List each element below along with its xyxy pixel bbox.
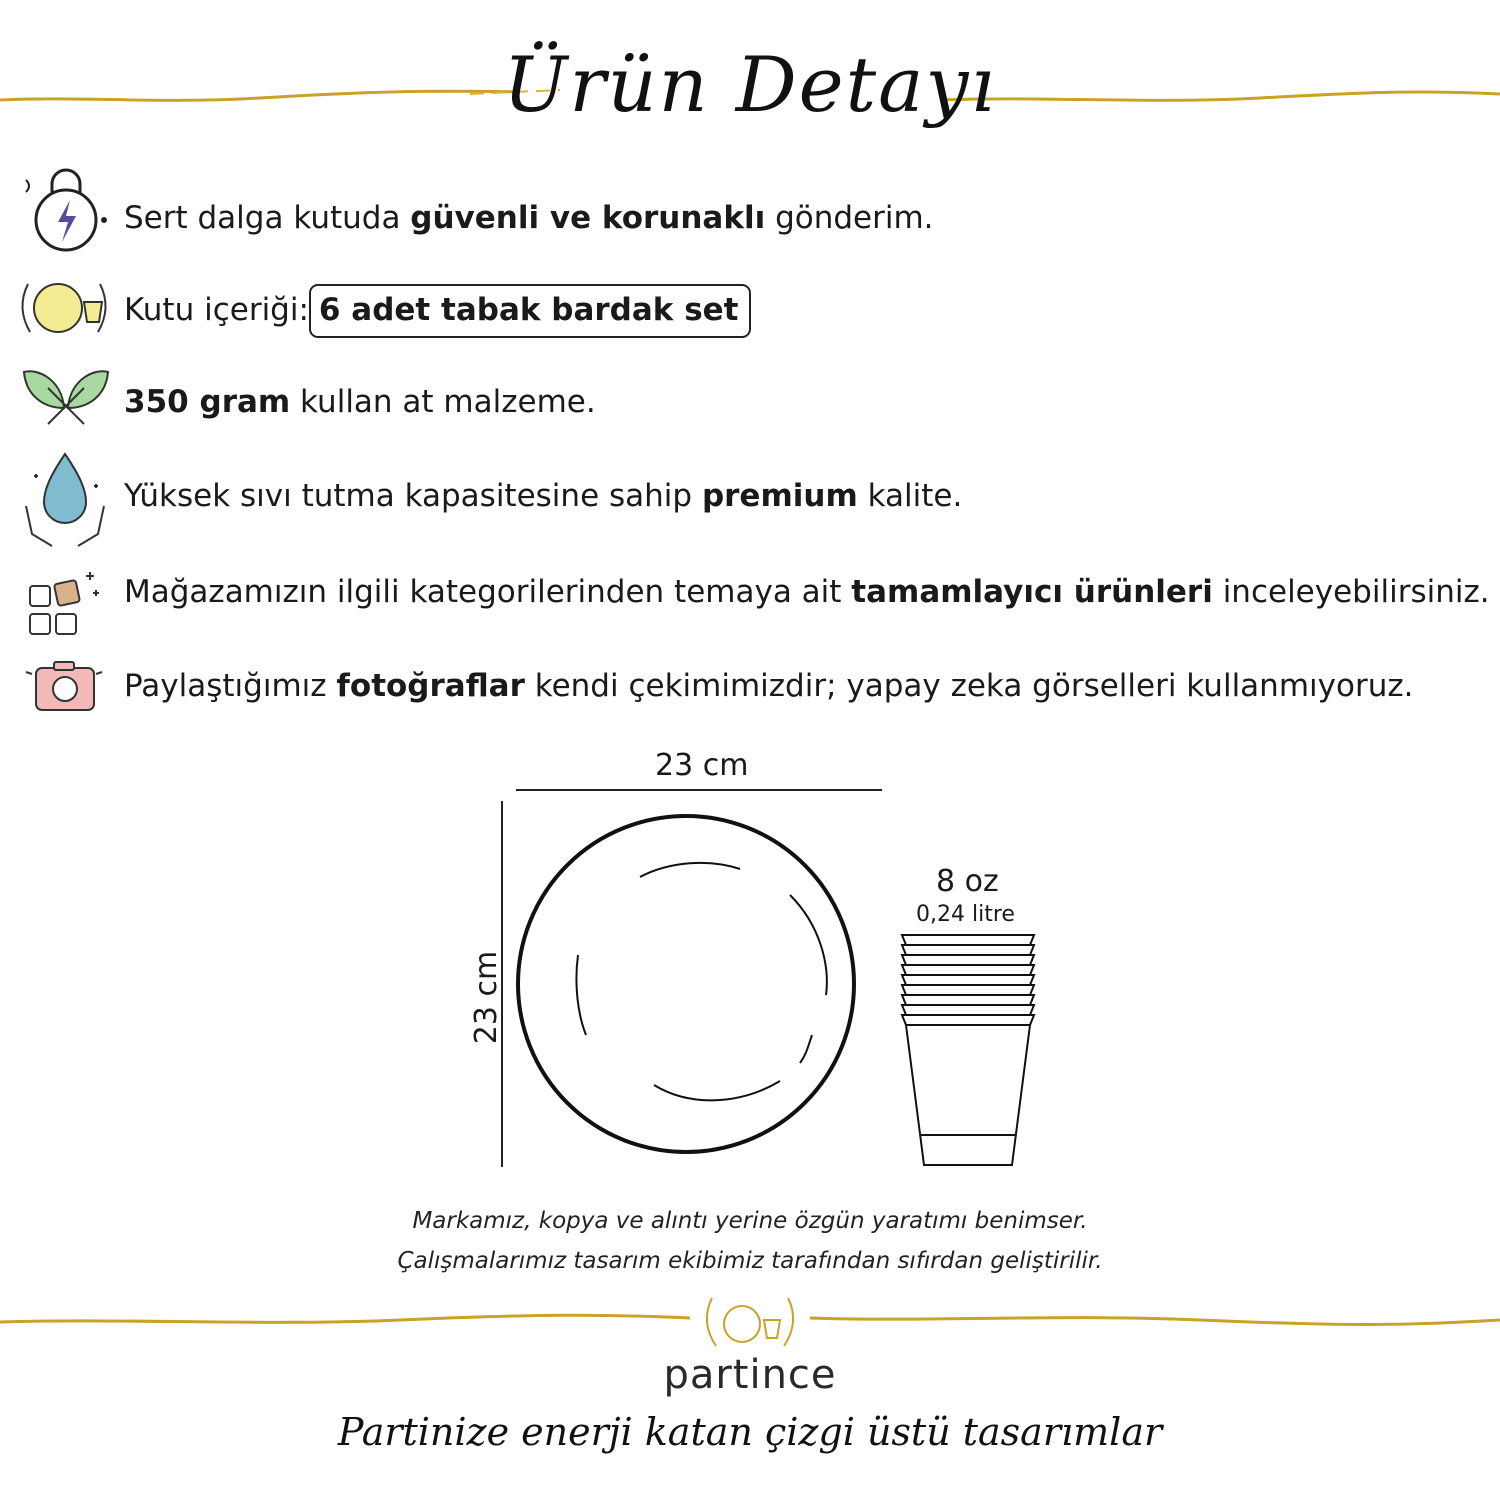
feature-photos: Paylaştığımız fotoğraflar kendi çekimimizdir; yapay zeka görselleri kullanmıyoruz.	[124, 668, 1414, 704]
plate-width-label: 23 cm	[655, 748, 749, 783]
category-grid-icon	[26, 566, 106, 638]
cup-volume-label: 8 oz	[936, 864, 999, 899]
feature-shipping: Sert dalga kutuda güvenli ve korunaklı gönderim.	[124, 200, 934, 236]
plate-drawing	[518, 816, 854, 1152]
padlock-icon	[18, 162, 110, 254]
cup-litre-label: 0,24 litre	[916, 902, 1015, 927]
feature-quality: Yüksek sıvı tutma kapasitesine sahip premium kalite.	[124, 478, 963, 514]
page-title: Ürün Detayı	[503, 40, 997, 129]
originality-note-2: Çalışmalarımız tasarım ekibimiz tarafından sıfırdan geliştirilir.	[397, 1248, 1103, 1274]
feature-box-contents: Kutu içeriği: 6 adet tabak bardak set	[124, 284, 751, 338]
originality-note-1: Markamız, kopya ve alıntı yerine özgün yaratımı benimser.	[412, 1208, 1088, 1234]
cup-stack-drawing	[902, 935, 1034, 1165]
water-drop-hands-icon	[20, 446, 110, 550]
feature-related-products: Mağazamızın ilgili kategorilerinden temaya ait tamamlayıcı ürünleri inceleyebilirsiniz.	[124, 574, 1490, 610]
brand-logo-icon	[696, 1292, 804, 1352]
leaves-icon	[18, 364, 114, 428]
brand-name: partince	[663, 1352, 837, 1398]
product-dimension-drawing	[490, 785, 1050, 1175]
set-badge: 6 adet tabak bardak set	[309, 284, 751, 338]
brand-slogan: Partinize enerji katan çizgi üstü tasarımlar	[337, 1410, 1163, 1454]
feature-weight: 350 gram kullan at malzeme.	[124, 384, 596, 420]
plate-cup-wreath-icon	[14, 272, 114, 344]
camera-icon	[22, 652, 106, 716]
plate-height-label: 23 cm	[469, 950, 505, 1045]
